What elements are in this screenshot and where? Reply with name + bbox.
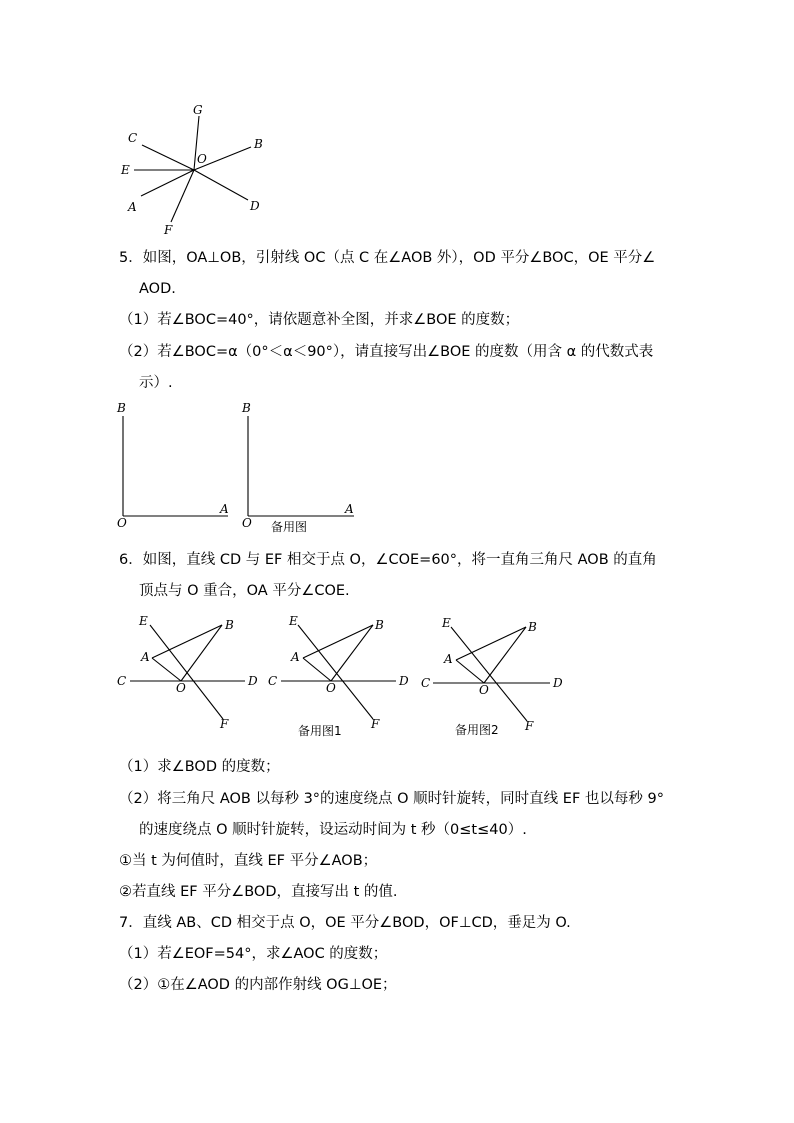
q6-spare2-label-o: O [479, 683, 489, 697]
q6-sub2b: 的速度绕点 O 顺时针旋转，设运动时间为 t 秒（0≤t≤40）. [139, 822, 527, 838]
q6-item1: ①当 t 为何值时，直线 EF 平分∠AOB； [119, 853, 378, 869]
q5-sub2b: 示）. [139, 375, 173, 391]
q6-label-c: C [117, 674, 127, 688]
q6-label-e: E [139, 614, 148, 628]
q6-spare2-label-e: E [442, 616, 451, 630]
q6-figure-spare1 [268, 614, 409, 738]
q6-spare2-label-a: A [444, 652, 453, 666]
q6-spare1-label-a: A [291, 650, 300, 664]
q6-figure-main [117, 614, 258, 731]
q5-spare-label-b: B [242, 401, 251, 415]
q7-line1: 7．直线 AB、CD 相交于点 O，OE 平分∠BOD，OF⊥CD，垂足为 O. [119, 915, 571, 931]
q6-spare1-label-f: F [371, 717, 380, 731]
label-a: A [128, 200, 137, 214]
q7-sub2: （2）①在∠AOD 的内部作射线 OG⊥OE； [119, 977, 397, 993]
q5-spare-label-o: O [242, 516, 252, 530]
q6-line2: 顶点与 O 重合，OA 平分∠COE. [139, 583, 350, 599]
label-o: O [197, 152, 207, 166]
q6-label-o: O [176, 681, 186, 695]
label-c: C [128, 131, 138, 145]
q6-spare1-label-c: C [268, 674, 278, 688]
q6-label-b: B [225, 618, 234, 632]
q5-spare-label-a: A [345, 502, 354, 516]
label-f: F [164, 223, 173, 237]
q6-label-d: D [248, 674, 258, 688]
q6-spare1-label-d: D [399, 674, 409, 688]
q7-sub1: （1）若∠EOF=54°，求∠AOC 的度数； [119, 946, 388, 962]
q5-label-b: B [117, 401, 126, 415]
q6-item2: ②若直线 EF 平分∠BOD，直接写出 t 的值. [119, 884, 398, 900]
q5-sub1: （1）若∠BOC=40°，请依题意补全图，并求∠BOE 的度数； [119, 312, 520, 328]
q6-label-a: A [141, 650, 150, 664]
q6-figure-spare2 [421, 616, 563, 737]
q6-spare2-label-d: D [553, 676, 563, 690]
label-d: D [250, 199, 260, 213]
q5-line2: AOD. [139, 281, 176, 297]
q6-caption1: 备用图1 [298, 724, 342, 738]
q6-spare1-label-b: B [375, 618, 384, 632]
q5-sub2a: （2）若∠BOC=α（0°＜α＜90°），请直接写出∠BOE 的度数（用含 α 的代数式表 [119, 344, 654, 360]
q6-spare2-label-b: B [528, 620, 537, 634]
q6-label-f: F [220, 717, 229, 731]
label-g: G [193, 103, 203, 117]
q5-label-a: A [220, 502, 229, 516]
q5-line1: 5．如图，OA⊥OB，引射线 OC（点 C 在∠AOB 外），OD 平分∠BOC，OE 平分∠ [119, 250, 656, 266]
q5-caption: 备用图 [271, 520, 308, 534]
q6-spare2-label-f: F [525, 719, 534, 733]
label-b: B [254, 137, 263, 151]
q5-label-o: O [117, 516, 127, 530]
q6-sub1: （1）求∠BOD 的度数； [119, 759, 280, 775]
label-e: E [121, 163, 130, 177]
q6-line1: 6．如图，直线 CD 与 EF 相交于点 O，∠COE=60°，将一直角三角尺 AOB 的直角 [119, 552, 657, 568]
q6-spare1-label-o: O [326, 681, 336, 695]
q6-spare2-label-c: C [421, 676, 431, 690]
q6-caption2: 备用图2 [455, 723, 499, 737]
q6-spare1-label-e: E [289, 614, 298, 628]
q6-sub2a: （2）将三角尺 AOB 以每秒 3°的速度绕点 O 顺时针旋转，同时直线 EF 也以每秒 9° [119, 791, 664, 807]
